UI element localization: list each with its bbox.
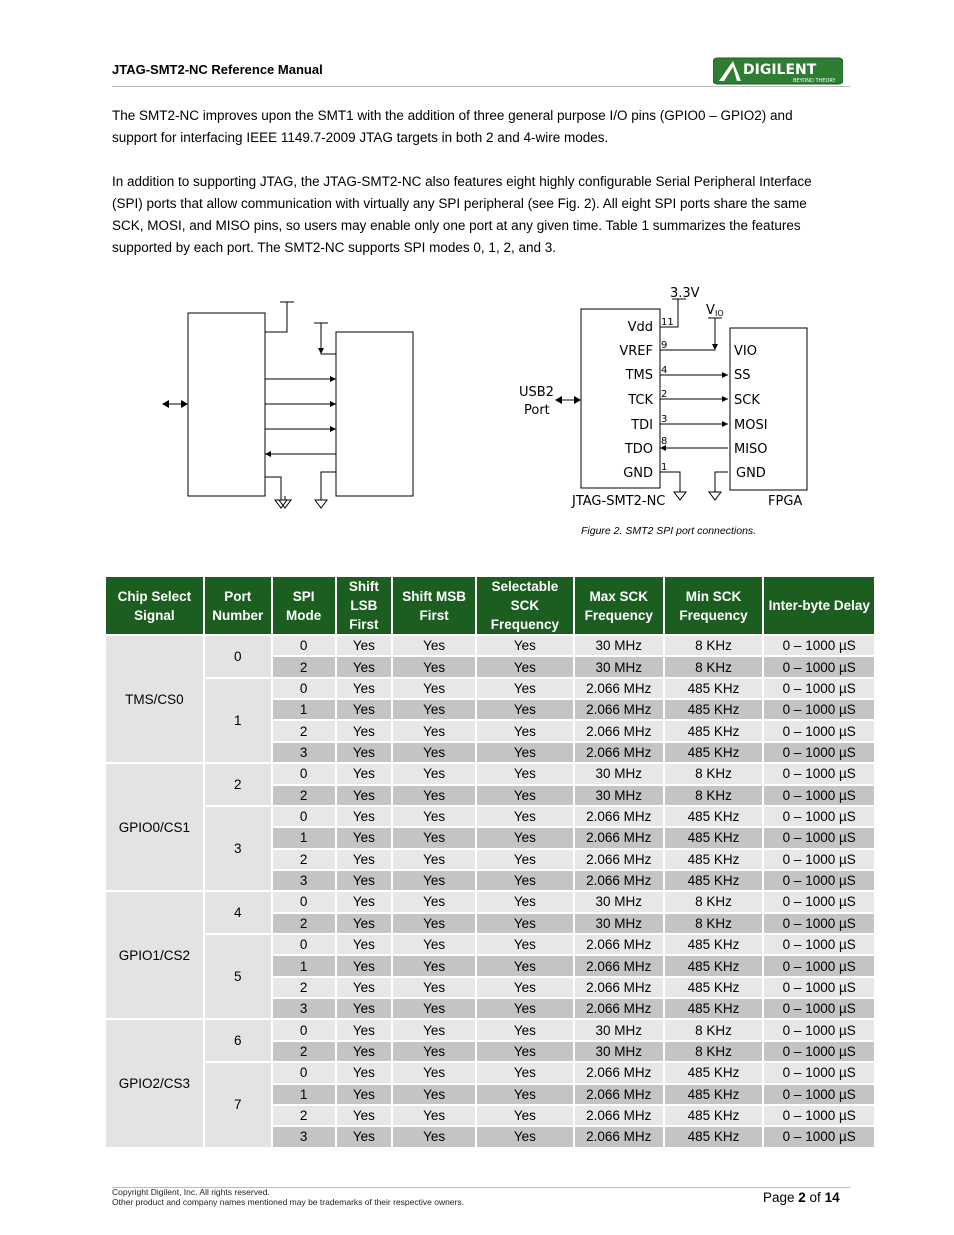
spi-mode-cell: 2 — [272, 913, 336, 934]
header-shift-lsb: Shift LSB First — [336, 576, 393, 635]
inter-byte-delay-cell: 0 – 1000 µS — [763, 827, 875, 848]
spi-port-table — [104, 575, 876, 1149]
spi-mode-cell: 1 — [272, 827, 336, 848]
selectable-sck-cell: Yes — [476, 678, 574, 699]
max-sck-cell: 2.066 MHz — [574, 827, 664, 848]
max-sck-cell: 2.066 MHz — [574, 678, 664, 699]
selectable-sck-cell: Yes — [476, 635, 574, 656]
inter-byte-delay-cell: 0 – 1000 µS — [763, 1062, 875, 1083]
smt-pin-tck: TCK — [628, 393, 653, 408]
shift-msb-cell: Yes — [392, 891, 476, 912]
spi-mode-cell: 3 — [272, 998, 336, 1019]
footer-trademark: Other product and company names mentioned may be trademarks of their respective owners. — [112, 1197, 464, 1207]
shift-lsb-cell: Yes — [336, 763, 393, 784]
selectable-sck-cell: Yes — [476, 742, 574, 763]
selectable-sck-cell: Yes — [476, 955, 574, 976]
min-sck-cell: 8 KHz — [664, 1041, 764, 1062]
max-sck-cell: 30 MHz — [574, 635, 664, 656]
spi-mode-cell: 3 — [272, 742, 336, 763]
shift-lsb-cell: Yes — [336, 1019, 393, 1040]
max-sck-cell: 2.066 MHz — [574, 720, 664, 741]
shift-msb-cell: Yes — [392, 998, 476, 1019]
port-number-cell: 3 — [204, 806, 272, 891]
inter-byte-delay-cell: 0 – 1000 µS — [763, 656, 875, 677]
max-sck-cell: 2.066 MHz — [574, 955, 664, 976]
smt-pin-vref: VREF — [619, 344, 653, 359]
port-number-cell: 4 — [204, 891, 272, 934]
max-sck-cell: 2.066 MHz — [574, 742, 664, 763]
usb-label-2: Port — [524, 403, 550, 418]
port-number-cell: 5 — [204, 934, 272, 1019]
port-number-cell: 1 — [204, 678, 272, 763]
smt-pin-tdo: TDO — [624, 442, 653, 457]
shift-msb-cell: Yes — [392, 1041, 476, 1062]
min-sck-cell: 485 KHz — [664, 934, 764, 955]
min-sck-cell: 8 KHz — [664, 656, 764, 677]
shift-lsb-cell: Yes — [336, 1105, 393, 1126]
spi-mode-cell: 2 — [272, 785, 336, 806]
shift-lsb-cell: Yes — [336, 849, 393, 870]
fpga-pin-gnd: GND — [736, 466, 766, 481]
max-sck-cell: 2.066 MHz — [574, 699, 664, 720]
chip-select-cell: TMS/CS0 — [105, 635, 204, 763]
spi-mode-cell: 1 — [272, 1084, 336, 1105]
selectable-sck-cell: Yes — [476, 763, 574, 784]
shift-lsb-cell: Yes — [336, 656, 393, 677]
selectable-sck-cell: Yes — [476, 913, 574, 934]
min-sck-cell: 485 KHz — [664, 678, 764, 699]
pin-number-11: 11 — [661, 317, 674, 328]
max-sck-cell: 2.066 MHz — [574, 1126, 664, 1147]
inter-byte-delay-cell: 0 – 1000 µS — [763, 891, 875, 912]
spi-mode-cell: 3 — [272, 870, 336, 891]
shift-msb-cell: Yes — [392, 763, 476, 784]
shift-lsb-cell: Yes — [336, 635, 393, 656]
selectable-sck-cell: Yes — [476, 785, 574, 806]
shift-lsb-cell: Yes — [336, 955, 393, 976]
fpga-pin-ss: SS — [734, 368, 751, 383]
spi-mode-cell: 2 — [272, 1041, 336, 1062]
shift-lsb-cell: Yes — [336, 1041, 393, 1062]
shift-lsb-cell: Yes — [336, 699, 393, 720]
block-diagram — [150, 290, 430, 515]
port-number-cell: 2 — [204, 763, 272, 806]
inter-byte-delay-cell: 0 – 1000 µS — [763, 1019, 875, 1040]
max-sck-cell: 30 MHz — [574, 1019, 664, 1040]
min-sck-cell: 485 KHz — [664, 1105, 764, 1126]
min-sck-cell: 485 KHz — [664, 827, 764, 848]
page-number — [763, 1190, 840, 1205]
pin-number-3: 3 — [661, 414, 668, 425]
table-row — [105, 678, 875, 699]
fpga-pin-mosi: MOSI — [734, 418, 768, 433]
min-sck-cell: 485 KHz — [664, 849, 764, 870]
min-sck-cell: 485 KHz — [664, 1062, 764, 1083]
page-total: 14 — [824, 1190, 840, 1205]
shift-msb-cell: Yes — [392, 656, 476, 677]
header-chip-select: Chip Select Signal — [105, 576, 204, 635]
pin-number-8: 8 — [661, 436, 668, 447]
min-sck-cell: 485 KHz — [664, 699, 764, 720]
min-sck-cell: 485 KHz — [664, 1126, 764, 1147]
shift-msb-cell: Yes — [392, 720, 476, 741]
inter-byte-delay-cell: 0 – 1000 µS — [763, 720, 875, 741]
table-row — [105, 806, 875, 827]
selectable-sck-cell: Yes — [476, 1105, 574, 1126]
max-sck-cell: 2.066 MHz — [574, 870, 664, 891]
spi-mode-cell: 0 — [272, 1062, 336, 1083]
shift-msb-cell: Yes — [392, 849, 476, 870]
min-sck-cell: 485 KHz — [664, 955, 764, 976]
min-sck-cell: 8 KHz — [664, 1019, 764, 1040]
min-sck-cell: 8 KHz — [664, 891, 764, 912]
shift-msb-cell: Yes — [392, 934, 476, 955]
header-spi-mode: SPI Mode — [272, 576, 336, 635]
max-sck-cell: 2.066 MHz — [574, 977, 664, 998]
header-title: JTAG-SMT2-NC Reference Manual — [112, 62, 323, 77]
max-sck-cell: 30 MHz — [574, 913, 664, 934]
inter-byte-delay-cell: 0 – 1000 µS — [763, 913, 875, 934]
shift-lsb-cell: Yes — [336, 870, 393, 891]
header-shift-msb: Shift MSB First — [392, 576, 476, 635]
selectable-sck-cell: Yes — [476, 891, 574, 912]
shift-lsb-cell: Yes — [336, 913, 393, 934]
selectable-sck-cell: Yes — [476, 1126, 574, 1147]
spi-mode-cell: 2 — [272, 849, 336, 870]
shift-lsb-cell: Yes — [336, 1062, 393, 1083]
selectable-sck-cell: Yes — [476, 998, 574, 1019]
footer-copyright: Copyright Digilent, Inc. All rights reserved. — [112, 1187, 270, 1197]
shift-msb-cell: Yes — [392, 913, 476, 934]
shift-msb-cell: Yes — [392, 1019, 476, 1040]
spi-mode-cell: 0 — [272, 635, 336, 656]
figure-caption: Figure 2. SMT2 SPI port connections. — [581, 525, 757, 537]
spi-mode-cell: 0 — [272, 891, 336, 912]
inter-byte-delay-cell: 0 – 1000 µS — [763, 678, 875, 699]
min-sck-cell: 485 KHz — [664, 742, 764, 763]
shift-msb-cell: Yes — [392, 1084, 476, 1105]
inter-byte-delay-cell: 0 – 1000 µS — [763, 785, 875, 806]
usb-label-1: USB2 — [519, 385, 554, 400]
shift-msb-cell: Yes — [392, 699, 476, 720]
selectable-sck-cell: Yes — [476, 656, 574, 677]
spi-mode-cell: 0 — [272, 763, 336, 784]
shift-msb-cell: Yes — [392, 678, 476, 699]
inter-byte-delay-cell: 0 – 1000 µS — [763, 998, 875, 1019]
max-sck-cell: 30 MHz — [574, 1041, 664, 1062]
intro-paragraph: The SMT2-NC improves upon the SMT1 with the addition of three general purpose I/O pins (GPIO0 – GPIO2) and support for interfacing IEEE 1149.7-2009 JTAG targets in both 2 and 4-wire modes. — [112, 108, 793, 145]
logo-tagline: BEYOND THEORY — [793, 78, 836, 84]
shift-msb-cell: Yes — [392, 785, 476, 806]
spi-mode-cell: 0 — [272, 934, 336, 955]
header-port-number: Port Number — [204, 576, 272, 635]
logo-text: DIGILENT — [743, 62, 817, 78]
inter-byte-delay-cell: 0 – 1000 µS — [763, 742, 875, 763]
header-max-sck: Max SCK Frequency — [574, 576, 664, 635]
header-selectable-sck: Selectable SCK Frequency — [476, 576, 574, 635]
table-row — [105, 934, 875, 955]
spi-mode-cell: 0 — [272, 806, 336, 827]
inter-byte-delay-cell: 0 – 1000 µS — [763, 806, 875, 827]
smt-label: JTAG-SMT2-NC — [572, 494, 666, 509]
inter-byte-delay-cell: 0 – 1000 µS — [763, 763, 875, 784]
page-of-word: of — [805, 1190, 825, 1205]
spi-mode-cell: 2 — [272, 720, 336, 741]
inter-byte-delay-cell: 0 – 1000 µS — [763, 1041, 875, 1062]
max-sck-cell: 2.066 MHz — [574, 1105, 664, 1126]
supply-label: 3.3V — [670, 286, 700, 301]
shift-msb-cell: Yes — [392, 635, 476, 656]
port-number-cell: 6 — [204, 1019, 272, 1062]
fpga-pin-sck: SCK — [734, 393, 760, 408]
fpga-label: FPGA — [768, 494, 803, 509]
inter-byte-delay-cell: 0 – 1000 µS — [763, 870, 875, 891]
min-sck-cell: 485 KHz — [664, 720, 764, 741]
pin-number-4: 4 — [661, 365, 668, 376]
spi-mode-cell: 3 — [272, 1126, 336, 1147]
shift-lsb-cell: Yes — [336, 1126, 393, 1147]
table-row — [105, 635, 875, 656]
smt-pin-tms: TMS — [625, 368, 653, 383]
selectable-sck-cell: Yes — [476, 1062, 574, 1083]
table-body — [105, 635, 875, 1148]
shift-msb-cell: Yes — [392, 1105, 476, 1126]
max-sck-cell: 30 MHz — [574, 656, 664, 677]
selectable-sck-cell: Yes — [476, 720, 574, 741]
vio-label: V — [706, 303, 715, 318]
shift-msb-cell: Yes — [392, 1126, 476, 1147]
inter-byte-delay-cell: 0 – 1000 µS — [763, 1084, 875, 1105]
smt-pin-tdi: TDI — [631, 418, 653, 433]
shift-msb-cell: Yes — [392, 827, 476, 848]
table-header-row — [105, 576, 875, 635]
max-sck-cell: 2.066 MHz — [574, 934, 664, 955]
shift-lsb-cell: Yes — [336, 785, 393, 806]
selectable-sck-cell: Yes — [476, 827, 574, 848]
fpga-pin-miso: MISO — [734, 442, 768, 457]
shift-lsb-cell: Yes — [336, 720, 393, 741]
max-sck-cell: 2.066 MHz — [574, 1062, 664, 1083]
inter-byte-delay-cell: 0 – 1000 µS — [763, 977, 875, 998]
header-inter-byte-delay: Inter-byte Delay — [763, 576, 875, 635]
shift-msb-cell: Yes — [392, 1062, 476, 1083]
pin-number-9: 9 — [661, 340, 668, 351]
smt-pin-gnd: GND — [623, 466, 653, 481]
spi-mode-cell: 2 — [272, 1105, 336, 1126]
header-min-sck: Min SCK Frequency — [664, 576, 764, 635]
selectable-sck-cell: Yes — [476, 977, 574, 998]
max-sck-cell: 2.066 MHz — [574, 806, 664, 827]
table-row — [105, 763, 875, 784]
chip-select-cell: GPIO2/CS3 — [105, 1019, 204, 1147]
max-sck-cell: 2.066 MHz — [574, 849, 664, 870]
shift-lsb-cell: Yes — [336, 827, 393, 848]
port-number-cell: 7 — [204, 1062, 272, 1147]
inter-byte-delay-cell: 0 – 1000 µS — [763, 1126, 875, 1147]
selectable-sck-cell: Yes — [476, 1041, 574, 1062]
vio-sub-label: IO — [715, 309, 724, 318]
selectable-sck-cell: Yes — [476, 870, 574, 891]
shift-lsb-cell: Yes — [336, 934, 393, 955]
shift-lsb-cell: Yes — [336, 998, 393, 1019]
max-sck-cell: 30 MHz — [574, 763, 664, 784]
min-sck-cell: 8 KHz — [664, 635, 764, 656]
selectable-sck-cell: Yes — [476, 934, 574, 955]
min-sck-cell: 8 KHz — [664, 763, 764, 784]
max-sck-cell: 2.066 MHz — [574, 998, 664, 1019]
spi-mode-cell: 1 — [272, 699, 336, 720]
min-sck-cell: 8 KHz — [664, 785, 764, 806]
shift-msb-cell: Yes — [392, 742, 476, 763]
inter-byte-delay-cell: 0 – 1000 µS — [763, 635, 875, 656]
spi-mode-cell: 1 — [272, 955, 336, 976]
max-sck-cell: 30 MHz — [574, 785, 664, 806]
shift-lsb-cell: Yes — [336, 806, 393, 827]
inter-byte-delay-cell: 0 – 1000 µS — [763, 934, 875, 955]
pin-number-2: 2 — [661, 389, 668, 400]
shift-lsb-cell: Yes — [336, 977, 393, 998]
shift-msb-cell: Yes — [392, 806, 476, 827]
smt-pin-vdd: Vdd — [627, 320, 653, 335]
table-row — [105, 1019, 875, 1040]
min-sck-cell: 485 KHz — [664, 977, 764, 998]
spi-mode-cell: 0 — [272, 678, 336, 699]
selectable-sck-cell: Yes — [476, 1084, 574, 1105]
port-number-cell: 0 — [204, 635, 272, 678]
inter-byte-delay-cell: 0 – 1000 µS — [763, 955, 875, 976]
shift-msb-cell: Yes — [392, 955, 476, 976]
shift-lsb-cell: Yes — [336, 742, 393, 763]
min-sck-cell: 485 KHz — [664, 998, 764, 1019]
chip-select-cell: GPIO0/CS1 — [105, 763, 204, 891]
footer-copyright-block — [112, 1187, 464, 1207]
min-sck-cell: 485 KHz — [664, 870, 764, 891]
table-row — [105, 891, 875, 912]
max-sck-cell: 2.066 MHz — [574, 1084, 664, 1105]
fpga-pin-vio: VIO — [734, 344, 757, 359]
min-sck-cell: 8 KHz — [664, 913, 764, 934]
chip-select-cell: GPIO1/CS2 — [105, 891, 204, 1019]
shift-msb-cell: Yes — [392, 870, 476, 891]
table-row — [105, 1062, 875, 1083]
inter-byte-delay-cell: 0 – 1000 µS — [763, 849, 875, 870]
min-sck-cell: 485 KHz — [664, 1084, 764, 1105]
inter-byte-delay-cell: 0 – 1000 µS — [763, 1105, 875, 1126]
shift-lsb-cell: Yes — [336, 678, 393, 699]
header-rule — [112, 86, 850, 87]
spi-mode-cell: 2 — [272, 656, 336, 677]
shift-msb-cell: Yes — [392, 977, 476, 998]
selectable-sck-cell: Yes — [476, 806, 574, 827]
page-current: 2 — [798, 1190, 806, 1205]
selectable-sck-cell: Yes — [476, 699, 574, 720]
digilent-logo — [713, 57, 843, 85]
shift-lsb-cell: Yes — [336, 1084, 393, 1105]
spi-mode-cell: 0 — [272, 1019, 336, 1040]
spi-mode-cell: 2 — [272, 977, 336, 998]
page-word: Page — [763, 1190, 799, 1205]
shift-lsb-cell: Yes — [336, 891, 393, 912]
spi-connection-diagram — [510, 278, 830, 513]
min-sck-cell: 485 KHz — [664, 806, 764, 827]
max-sck-cell: 30 MHz — [574, 891, 664, 912]
selectable-sck-cell: Yes — [476, 1019, 574, 1040]
selectable-sck-cell: Yes — [476, 849, 574, 870]
inter-byte-delay-cell: 0 – 1000 µS — [763, 699, 875, 720]
spi-paragraph: In addition to supporting JTAG, the JTAG-SMT2-NC also features eight highly configurable Serial Peripheral Interface (SPI) ports that allow communication with virtually any SPI peripheral (see Fig. 2). All eight SPI ports share the same SCK, MOSI, and MISO pins, so users may enable only one port at any given time. Table 1 summarizes the features supported by each port. The SMT2-NC supports SPI modes 0, 1, 2, and 3. — [112, 174, 812, 255]
pin-number-1: 1 — [661, 462, 668, 473]
